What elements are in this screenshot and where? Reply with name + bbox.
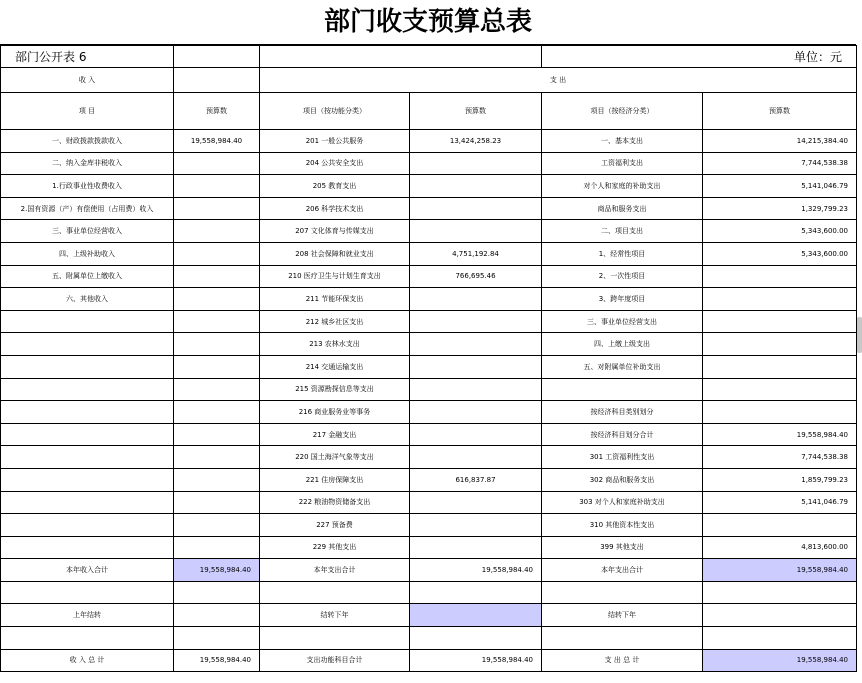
cell-econ-budget xyxy=(703,310,857,333)
cell-income-budget xyxy=(174,514,260,537)
cell-income-item: 一、财政拨款拨款收入 xyxy=(1,130,174,153)
cell-income-item: 六、其他收入 xyxy=(1,288,174,311)
cell-econ-item: 对个人和家庭的补助支出 xyxy=(542,175,703,198)
cell-func-budget: 616,837.87 xyxy=(410,468,542,491)
cell-econ-item xyxy=(542,627,703,650)
cell-econ-item: 支 出 总 计 xyxy=(542,649,703,672)
table-row xyxy=(1,130,857,153)
cell-func-item: 227 预备费 xyxy=(260,514,410,537)
cell-income-budget xyxy=(174,333,260,356)
table-row xyxy=(1,265,857,288)
cell-income-item: 上年结转 xyxy=(1,604,174,627)
empty-cell xyxy=(174,68,260,93)
cell-func-budget xyxy=(410,423,542,446)
cell-income-budget xyxy=(174,401,260,424)
cell-func-budget xyxy=(410,175,542,198)
cell-income-budget xyxy=(174,378,260,401)
cell-income-budget xyxy=(174,152,260,175)
table-row xyxy=(1,514,857,537)
cell-econ-budget xyxy=(703,288,857,311)
cell-income-item: 二、纳入金库非税收入 xyxy=(1,152,174,175)
cell-econ-item: 1、经常性项目 xyxy=(542,242,703,265)
budget-table xyxy=(0,45,857,672)
cell-func-budget xyxy=(410,310,542,333)
cell-func-budget: 13,424,258.23 xyxy=(410,130,542,153)
col-header-func-budget: 预算数 xyxy=(410,93,542,130)
table-row xyxy=(1,220,857,243)
cell-income-item xyxy=(1,355,174,378)
cell-func-item: 204 公共安全支出 xyxy=(260,152,410,175)
cell-econ-budget: 5,141,046.79 xyxy=(703,491,857,514)
cell-income-budget xyxy=(174,468,260,491)
cell-income-budget xyxy=(174,242,260,265)
cell-econ-item: 三、事业单位经营支出 xyxy=(542,310,703,333)
info-row xyxy=(1,46,857,68)
cell-income-item xyxy=(1,378,174,401)
cell-func-budget xyxy=(410,401,542,424)
cell-econ-budget: 5,343,600.00 xyxy=(703,242,857,265)
income-header: 收 入 xyxy=(1,68,174,93)
cell-econ-item: 3、跨年度项目 xyxy=(542,288,703,311)
cell-econ-budget xyxy=(703,581,857,604)
cell-income-item: 五、附属单位上缴收入 xyxy=(1,265,174,288)
cell-func-item xyxy=(260,581,410,604)
table-row xyxy=(1,242,857,265)
cell-econ-budget: 7,744,538.38 xyxy=(703,446,857,469)
cell-econ-item: 四、上缴上级支出 xyxy=(542,333,703,356)
cell-econ-item xyxy=(542,378,703,401)
cell-func-item: 214 交通运输支出 xyxy=(260,355,410,378)
cell-econ-budget: 5,141,046.79 xyxy=(703,175,857,198)
cell-func-item: 206 科学技术支出 xyxy=(260,197,410,220)
cell-econ-item: 本年支出合计 xyxy=(542,559,703,582)
cell-econ-budget: 19,558,984.40 xyxy=(703,649,857,672)
cell-func-budget xyxy=(410,627,542,650)
cell-func-item: 216 商业服务业等事务 xyxy=(260,401,410,424)
cell-income-budget xyxy=(174,175,260,198)
cell-econ-item: 一、基本支出 xyxy=(542,130,703,153)
cell-income-budget xyxy=(174,355,260,378)
table-row xyxy=(1,468,857,491)
col-header-econ-budget: 预算数 xyxy=(703,93,857,130)
cell-income-budget: 19,558,984.40 xyxy=(174,649,260,672)
cell-func-budget xyxy=(410,152,542,175)
table-row xyxy=(1,310,857,333)
cell-econ-budget xyxy=(703,333,857,356)
cell-func-budget xyxy=(410,288,542,311)
table-row xyxy=(1,581,857,604)
cell-func-budget: 19,558,984.40 xyxy=(410,559,542,582)
cell-econ-budget xyxy=(703,401,857,424)
cell-econ-budget: 1,329,799.23 xyxy=(703,197,857,220)
cell-income-budget: 19,558,984.40 xyxy=(174,130,260,153)
cell-func-item: 222 粮油物资储备支出 xyxy=(260,491,410,514)
cell-income-budget xyxy=(174,265,260,288)
cell-econ-item: 399 其他支出 xyxy=(542,536,703,559)
column-header-row xyxy=(1,93,857,130)
cell-income-item: 收 入 总 计 xyxy=(1,649,174,672)
form-label: 部门公开表 6 xyxy=(1,46,174,68)
cell-func-item: 221 住房保障支出 xyxy=(260,468,410,491)
cell-func-budget xyxy=(410,514,542,537)
cell-income-item: 2.国有资源（产）有偿使用（占用费）收入 xyxy=(1,197,174,220)
cell-income-item xyxy=(1,627,174,650)
cell-income-budget xyxy=(174,604,260,627)
cell-func-budget xyxy=(410,355,542,378)
table-row xyxy=(1,559,857,582)
table-row xyxy=(1,536,857,559)
table-row xyxy=(1,401,857,424)
cell-income-budget xyxy=(174,197,260,220)
cell-func-item: 215 资源勘探信息等支出 xyxy=(260,378,410,401)
cell-func-item: 205 教育支出 xyxy=(260,175,410,198)
cell-econ-item: 301 工资福利性支出 xyxy=(542,446,703,469)
cell-income-item xyxy=(1,468,174,491)
cell-econ-item: 商品和服务支出 xyxy=(542,197,703,220)
cell-income-budget xyxy=(174,536,260,559)
col-header-income-item: 项 目 xyxy=(1,93,174,130)
table-row xyxy=(1,378,857,401)
cell-income-budget xyxy=(174,581,260,604)
cell-func-item: 213 农林水支出 xyxy=(260,333,410,356)
cell-func-item xyxy=(260,627,410,650)
cell-income-budget: 19,558,984.40 xyxy=(174,559,260,582)
cell-func-item: 207 文化体育与传媒支出 xyxy=(260,220,410,243)
cell-func-item: 本年支出合计 xyxy=(260,559,410,582)
table-row xyxy=(1,197,857,220)
cell-econ-budget xyxy=(703,604,857,627)
unit-label: 单位：元 xyxy=(542,46,857,68)
cell-econ-budget: 4,813,600.00 xyxy=(703,536,857,559)
cell-func-item: 229 其他支出 xyxy=(260,536,410,559)
cell-econ-item: 工资福利支出 xyxy=(542,152,703,175)
cell-econ-item: 五、对附属单位补助支出 xyxy=(542,355,703,378)
cell-func-budget xyxy=(410,604,542,627)
cell-income-budget xyxy=(174,310,260,333)
cell-income-budget xyxy=(174,446,260,469)
cell-func-budget: 19,558,984.40 xyxy=(410,649,542,672)
cell-econ-budget: 7,744,538.38 xyxy=(703,152,857,175)
cell-func-budget xyxy=(410,333,542,356)
cell-func-budget xyxy=(410,378,542,401)
cell-econ-budget xyxy=(703,627,857,650)
cell-econ-budget: 5,343,600.00 xyxy=(703,220,857,243)
cell-func-budget xyxy=(410,220,542,243)
cell-income-budget xyxy=(174,220,260,243)
cell-income-budget xyxy=(174,288,260,311)
cell-func-item: 208 社会保障和就业支出 xyxy=(260,242,410,265)
empty-cell xyxy=(260,46,542,68)
cell-func-budget: 766,695.46 xyxy=(410,265,542,288)
cell-func-item: 支出功能科目合计 xyxy=(260,649,410,672)
cell-econ-budget xyxy=(703,355,857,378)
cell-func-item: 201 一般公共服务 xyxy=(260,130,410,153)
cell-econ-item: 二、项目支出 xyxy=(542,220,703,243)
table-row xyxy=(1,152,857,175)
cell-func-item: 210 医疗卫生与计划生育支出 xyxy=(260,265,410,288)
table-row xyxy=(1,333,857,356)
cell-income-item xyxy=(1,491,174,514)
cell-func-budget: 4,751,192.84 xyxy=(410,242,542,265)
col-header-func-item: 项目（按功能分类） xyxy=(260,93,410,130)
cell-income-item: 1.行政事业性收费收入 xyxy=(1,175,174,198)
cell-income-item xyxy=(1,514,174,537)
scroll-handle[interactable] xyxy=(857,317,862,353)
cell-income-item xyxy=(1,333,174,356)
cell-econ-item: 结转下年 xyxy=(542,604,703,627)
cell-income-item xyxy=(1,536,174,559)
cell-econ-budget xyxy=(703,378,857,401)
cell-income-item xyxy=(1,401,174,424)
cell-income-item: 本年收入合计 xyxy=(1,559,174,582)
cell-econ-item: 按经济科目划分合计 xyxy=(542,423,703,446)
cell-income-budget xyxy=(174,491,260,514)
expense-header: 支 出 xyxy=(260,68,857,93)
table-row xyxy=(1,355,857,378)
cell-econ-budget: 19,558,984.40 xyxy=(703,423,857,446)
cell-income-item: 四、上级补助收入 xyxy=(1,242,174,265)
table-row xyxy=(1,491,857,514)
empty-cell xyxy=(174,46,260,68)
cell-econ-budget xyxy=(703,265,857,288)
cell-func-item: 220 国土海洋气象等支出 xyxy=(260,446,410,469)
section-row xyxy=(1,68,857,93)
cell-econ-budget xyxy=(703,514,857,537)
cell-income-item xyxy=(1,310,174,333)
cell-econ-item: 302 商品和服务支出 xyxy=(542,468,703,491)
cell-func-budget xyxy=(410,197,542,220)
col-header-income-budget: 预算数 xyxy=(174,93,260,130)
table-row xyxy=(1,604,857,627)
cell-income-item: 三、事业单位经营收入 xyxy=(1,220,174,243)
cell-econ-item: 303 对个人和家庭补助支出 xyxy=(542,491,703,514)
cell-func-item: 212 城乡社区支出 xyxy=(260,310,410,333)
cell-func-item: 211 节能环保支出 xyxy=(260,288,410,311)
table-row xyxy=(1,423,857,446)
table-row xyxy=(1,627,857,650)
cell-income-item xyxy=(1,446,174,469)
cell-func-budget xyxy=(410,536,542,559)
cell-income-item xyxy=(1,423,174,446)
table-row xyxy=(1,649,857,672)
cell-func-item: 结转下年 xyxy=(260,604,410,627)
sheet-title: 部门收支预算总表 xyxy=(0,0,856,45)
cell-func-budget xyxy=(410,491,542,514)
cell-econ-item xyxy=(542,581,703,604)
cell-econ-budget: 1,859,799.23 xyxy=(703,468,857,491)
cell-func-item: 217 金融支出 xyxy=(260,423,410,446)
table-row xyxy=(1,288,857,311)
cell-income-item xyxy=(1,581,174,604)
cell-func-budget xyxy=(410,446,542,469)
table-row xyxy=(1,446,857,469)
cell-econ-item: 按经济科目类别划分 xyxy=(542,401,703,424)
cell-func-budget xyxy=(410,581,542,604)
cell-income-budget xyxy=(174,423,260,446)
cell-income-budget xyxy=(174,627,260,650)
cell-econ-budget: 19,558,984.40 xyxy=(703,559,857,582)
cell-econ-item: 2、一次性项目 xyxy=(542,265,703,288)
col-header-econ-item: 项目（按经济分类） xyxy=(542,93,703,130)
table-row xyxy=(1,175,857,198)
cell-econ-item: 310 其他资本性支出 xyxy=(542,514,703,537)
cell-econ-budget: 14,215,384.40 xyxy=(703,130,857,153)
